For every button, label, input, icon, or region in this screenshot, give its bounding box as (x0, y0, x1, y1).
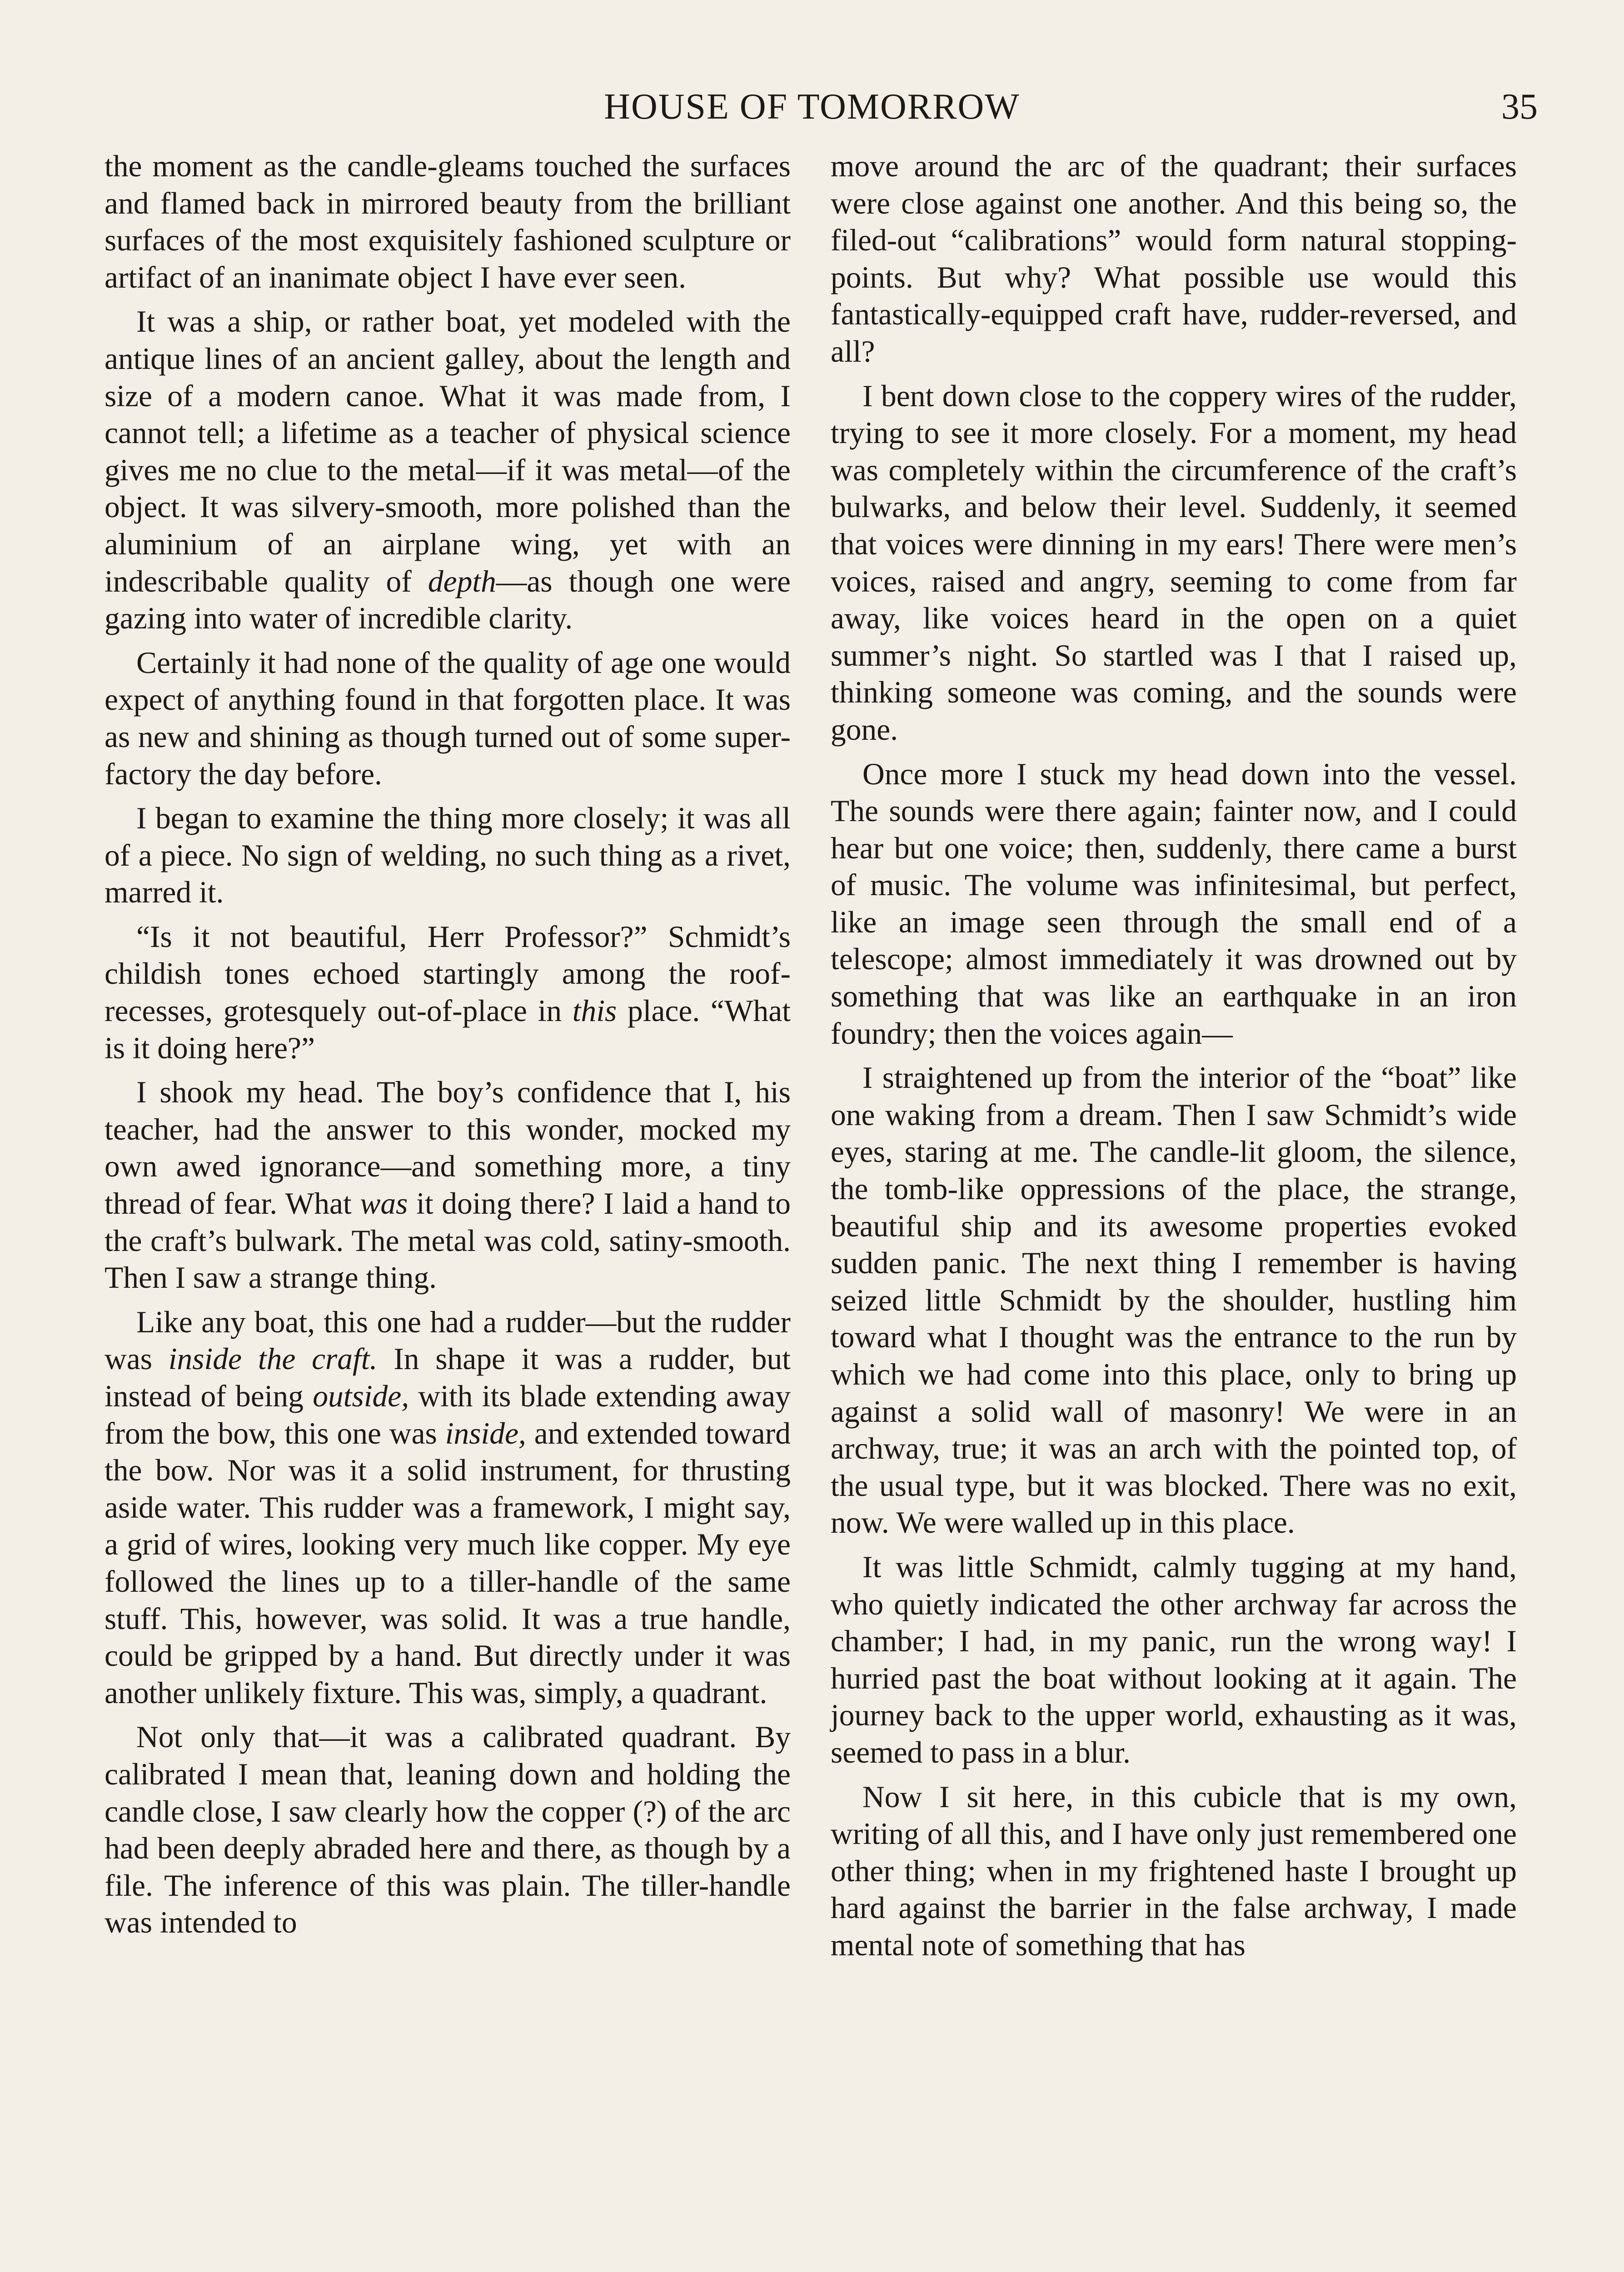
paragraph: Now I sit here, in this cubicle that is my own, writing of all this, and I have only just remembered one other thing; when in my frightened haste I brought up hard against the barrier in the false archway, I made mental note of something that has (831, 1779, 1517, 1962)
running-title: HOUSE OF TOMORROW (604, 87, 1020, 127)
paragraph: I bent down close to the coppery wires of the rudder, trying to see it more closely. For a moment, my head was completely within the circumference of the craft’s bulwarks, and below their level. Suddenly, it seemed that voices were dinning in my ears! There were men’s voices, raised and angry, seeming to come from far away, like voices heard in the open on a quiet summer’s night. So startled was I that I raised up, thinking someone was coming, and the sounds were gone. (831, 379, 1517, 747)
page-header (0, 86, 1624, 136)
right-text-column (831, 148, 1517, 1971)
paragraph: “Is it not beautiful, Herr Professor?” Schmidt’s childish tones echoed startingly among the roof-recesses, grotesquely out-of-place in this place. “What is it doing here?” (105, 919, 791, 1065)
paragraph: I began to examine the thing more closely; it was all of a piece. No sign of welding, no such thing as a rivet, marred it. (105, 801, 791, 910)
paragraph: Once more I stuck my head down into the vessel. The sounds were there again; fainter now, and I could hear but one voice; then, suddenly, there came a burst of music. The volume was infinitesimal, but perfect, like an image seen through the small end of a telescope; almost immediately it was drowned out by something that was like an earthquake in an iron foundry; then the voices again— (831, 757, 1517, 1051)
paragraph: Like any boat, this one had a rudder—but the rudder was inside the craft. In shape it was a rudder, but instead of being outside, with its blade extending away from the bow, this one was inside, and extended toward the bow. Nor was it a solid instrument, for thrusting aside water. This rudder was a framework, I might say, a grid of wires, looking very much like copper. My eye followed the lines up to a tiller-handle of the same stuff. This, however, was solid. It was a true handle, could be gripped by a hand. But directly under it was another unlikely fixture. This was, simply, a quadrant. (105, 1305, 791, 1710)
paragraph: It was little Schmidt, calmly tugging at my hand, who quietly indicated the other archway far across the chamber; I had, in my panic, run the wrong way! I hurried past the boat without looking at it again. The journey back to the upper world, exhausting as it was, seemed to pass in a blur. (831, 1550, 1517, 1769)
paragraph: It was a ship, or rather boat, yet modeled with the antique lines of an ancient galley, about the length and size of a modern canoe. What it was made from, I cannot tell; a lifetime as a teacher of physical science gives me no clue to the metal—if it was metal—of the object. It was silvery-smooth, more polished than the aluminium of an airplane wing, yet with an indescribable quality of depth—as though one were gazing into water of incredible clarity. (105, 304, 791, 636)
paragraph: move around the arc of the quadrant; their surfaces were close against one another. And this being so, the filed-out “calibrations” would form natural stopping-points. But why? What possible use would this fantastically-equipped craft have, rudder-reversed, and all? (831, 149, 1517, 369)
page-number: 35 (1501, 87, 1538, 127)
left-text-column (105, 148, 791, 1948)
paragraph: the moment as the candle-gleams touched the surfaces and flamed back in mirrored beauty from the brilliant surfaces of the most exquisitely fashioned sculpture or artifact of an inanimate object I have ever seen. (105, 149, 791, 294)
paragraph: I straightened up from the interior of the “boat” like one waking from a dream. Then I saw Schmidt’s wide eyes, staring at me. The candle-lit gloom, the silence, the tomb-like oppressions of the place, the strange, beautiful ship and its awesome properties evoked sudden panic. The next thing I remember is having seized little Schmidt by the shoulder, hustling him toward what I thought was the entrance to the run by which we had come into this place, only to bring up against a solid wall of masonry! We were in an archway, true; it was an arch with the pointed top, of the usual type, but it was blocked. There was no exit, now. We were walled up in this place. (831, 1061, 1517, 1540)
paragraph: Not only that—it was a calibrated quadrant. By calibrated I mean that, leaning down and holding the candle close, I saw clearly how the copper (?) of the arc had been deeply abraded here and there, as though by a file. The inference of this was plain. The tiller-handle was intended to (105, 1720, 791, 1940)
paragraph: Certainly it had none of the quality of age one would expect of anything found in that forgotten place. It was as new and shining as though turned out of some super-factory the day before. (105, 645, 791, 791)
paragraph: I shook my head. The boy’s confidence that I, his teacher, had the answer to this wonder, mocked my own awed ignorance—and something more, a tiny thread of fear. What was it doing there? I laid a hand to the craft’s bulwark. The metal was cold, satiny-smooth. Then I saw a strange thing. (105, 1075, 791, 1295)
